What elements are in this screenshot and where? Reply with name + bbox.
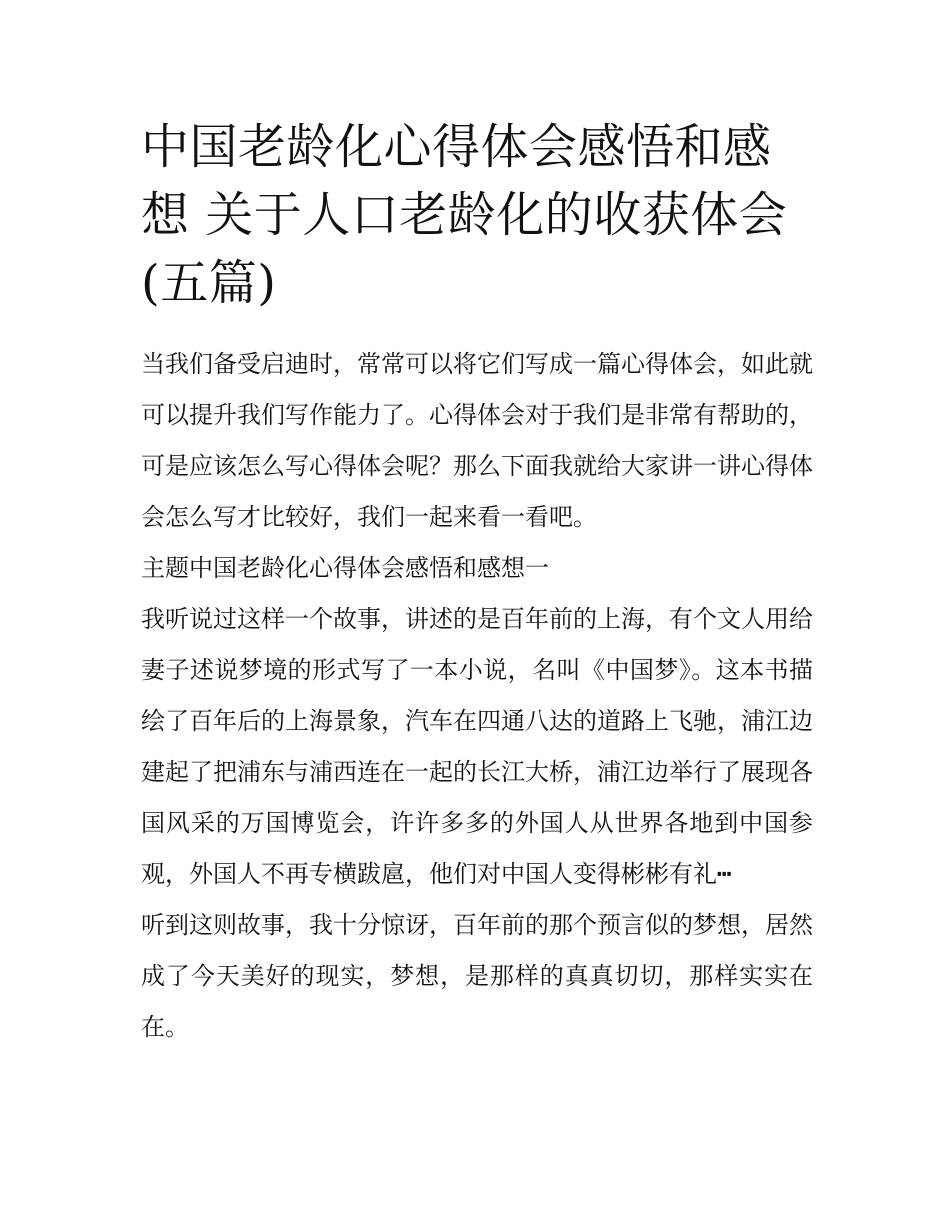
intro-paragraph: 当我们备受启迪时，常常可以将它们写成一篇心得体会，如此就可以提升我们写作能力了。心得体会对于我们是非常有帮助的，可是应该怎么写心得体会呢？那么下面我就给大家讲一讲心得体会怎么写才比较好，我们一起来看一看吧。	[141, 350, 813, 531]
document-page	[141, 113, 813, 1053]
story-paragraph: 我听说过这样一个故事，讲述的是百年前的上海，有个文人用给妻子述说梦境的形式写了一本小说，名叫《中国梦》。这本书描绘了百年后的上海景象，汽车在四通八达的道路上飞驰，浦江边建起了把浦东与浦西连在一起的长江大桥，浦江边举行了展现各国风采的万国博览会，许许多多的外国人从世界各地到中国参观，外国人不再专横跋扈，他们对中国人变得彬彬有礼┅	[141, 605, 813, 888]
reflection-paragraph: 听到这则故事，我十分惊讶，百年前的那个预言似的梦想，居然成了今天美好的现实，梦想，是那样的真真切切，那样实实在在。	[141, 911, 813, 1041]
section-heading: 主题中国老龄化心得体会感悟和感想一	[141, 554, 549, 582]
document-title: 中国老龄化心得体会感悟和感想 关于人口老龄化的收获体会(五篇)	[141, 119, 788, 311]
